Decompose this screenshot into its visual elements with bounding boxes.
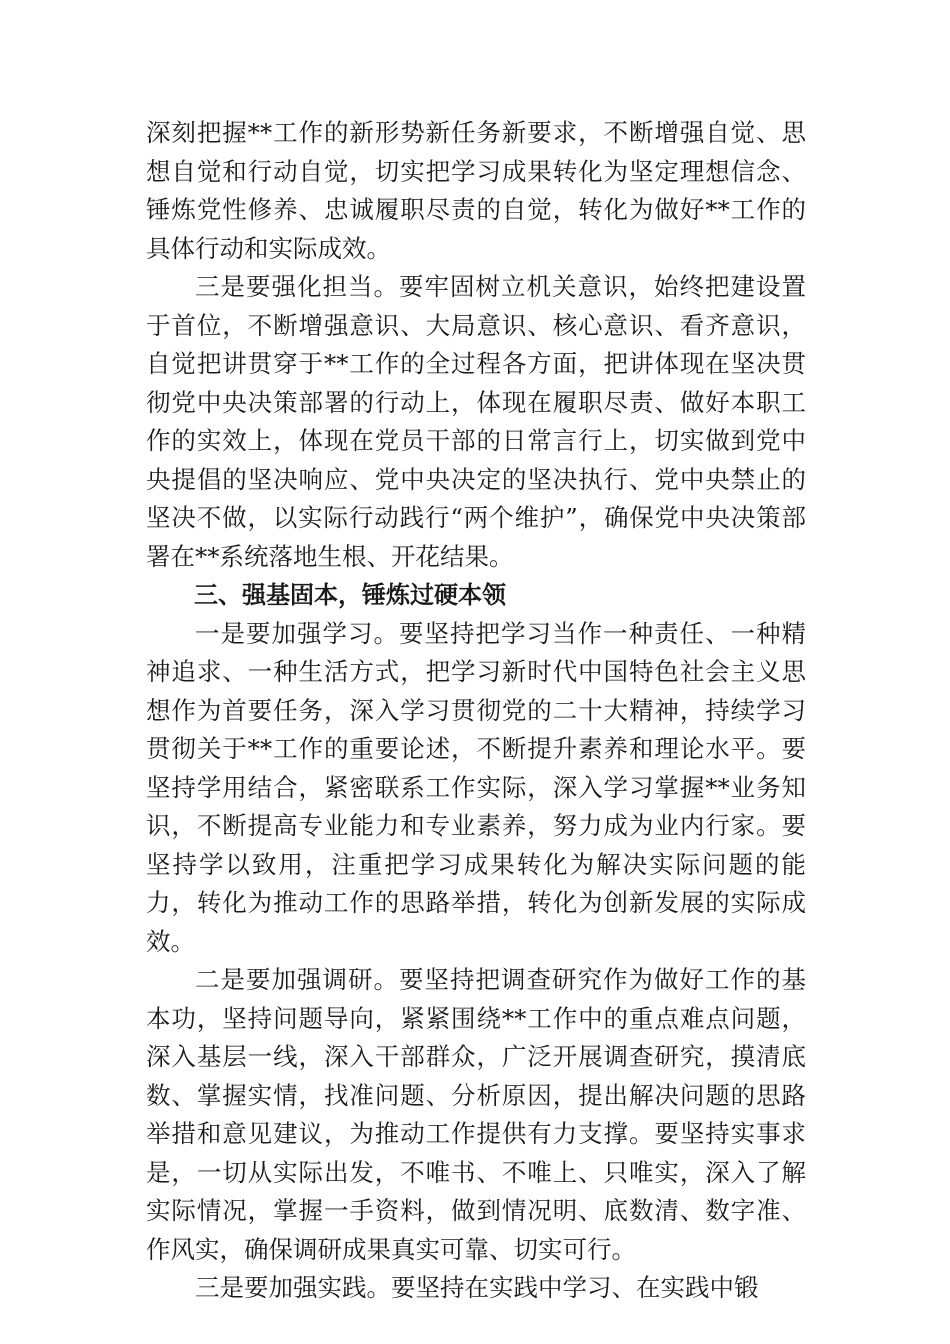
paragraph-continuation: 深刻把握**工作的新形势新任务新要求，不断增强自觉、思想自觉和行动自觉，切实把学习成果转化为坚定理想信念、锤炼党性修养、忠诚履职尽责的自觉，转化为做好**工作的具体行动和实际成效。 — [146, 118, 806, 263]
paragraph-strengthen-practice: 三是要加强实践。要坚持在实践中学习、在实践中锻 — [195, 1273, 759, 1302]
section-heading-three: 三、强基固本，锤炼过硬本领 — [194, 581, 506, 609]
paragraph-strengthen-responsibility: 三是要强化担当。要牢固树立机关意识，始终把建设置于首位，不断增强意识、大局意识、核心意识、看齐意识，自觉把讲贯穿于**工作的全过程各方面，把讲体现在坚决贯彻党中央决策部署的行动上，体现在履职尽责、做好本职工作的实效上，体现在党员干部的日常言行上，切实做到党中央提倡的坚决响应、党中央决定的坚决执行、党中央禁止的坚决不做，以实际行动践行“两个维护”，确保党中央决策部署在**系统落地生根、开花结果。 — [146, 272, 806, 571]
document-body — [146, 114, 806, 1308]
paragraph-strengthen-learning: 一是要加强学习。要坚持把学习当作一种责任、一种精神追求、一种生活方式，把学习新时代中国特色社会主义思想作为首要任务，深入学习贯彻党的二十大精神，持续学习贯彻关于**工作的重要论述，不断提升素养和理论水平。要坚持学用结合，紧密联系工作实际，深入学习掌握**业务知识，不断提高专业能力和专业素养，努力成为业内行家。要坚持学以致用，注重把学习成果转化为解决实际问题的能力，转化为推动工作的思路举措，转化为创新发展的实际成效。 — [146, 618, 806, 956]
paragraph-strengthen-research: 二是要加强调研。要坚持把调查研究作为做好工作的基本功，坚持问题导向，紧紧围绕**工作中的重点难点问题，深入基层一线，深入干部群众，广泛开展调查研究，摸清底数、掌握实情，找准问题、分析原因，提出解决问题的思路举措和意见建议，为推动工作提供有力支撑。要坚持实事求是，一切从实际出发，不唯书、不唯上、只唯实，深入了解实际情况，掌握一手资料，做到情况明、底数清、数字准、作风实，确保调研成果真实可靠、切实可行。 — [146, 965, 806, 1264]
